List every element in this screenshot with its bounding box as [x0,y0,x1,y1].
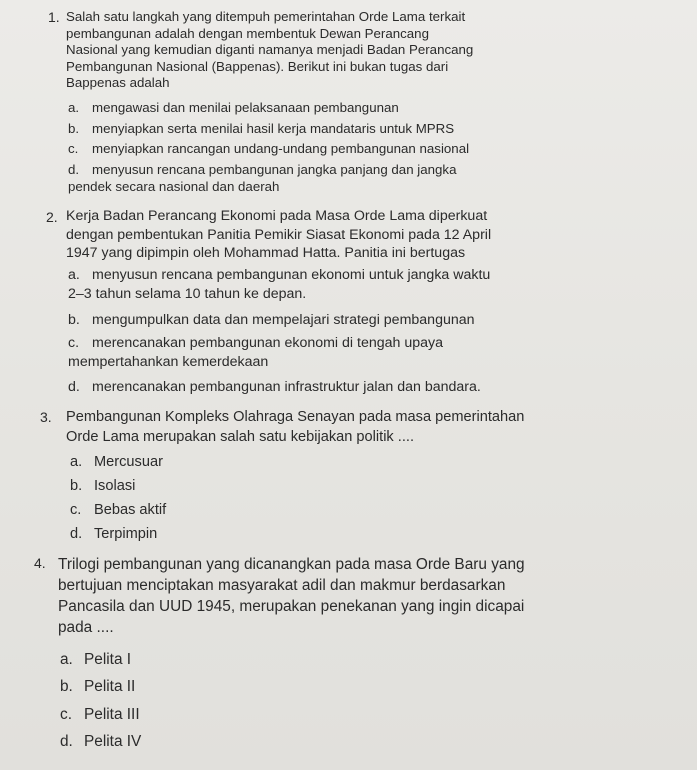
option-d [68,378,481,397]
option-text: Terpimpin [94,526,158,542]
option-letter: a. [68,100,80,115]
option-text: menyusun rencana pembangunan jangka panjang dan jangka pendek secara nasional dan daerah [68,162,457,194]
option-b [60,676,135,697]
option-text: Pelita I [84,651,132,668]
option-text: Pelita II [84,678,136,695]
option-text: Pelita IV [84,733,142,750]
option-a [68,100,399,117]
option-c [68,334,668,371]
option-letter: a. [68,267,80,283]
option-letter: c. [70,502,82,518]
option-b [68,121,454,138]
option-b [70,476,135,496]
question-stem: Trilogi pembangunan yang dicanangkan pada masa Orde Baru yang bertujuan menciptakan masyarakat adil dan makmur berdasarkan Pancasila dan UUD 1945, merupakan penekanan yang ingin dicapai pada .... [58,556,525,636]
option-text: merencanakan pembangunan infrastruktur jalan dan bandara. [92,379,481,395]
option-letter: c. [60,706,72,723]
option-c [60,704,140,725]
option-letter: d. [68,162,80,177]
question-number: 1. [48,9,60,25]
option-d [70,524,157,544]
option-a [70,452,163,472]
question-number: 4. [34,555,46,571]
option-text: menyiapkan rancangan undang-undang pembangunan nasional [92,141,470,156]
option-letter: a. [60,651,73,668]
option-c [70,500,166,520]
option-a [60,649,131,670]
option-letter: d. [68,379,80,395]
option-text: menyiapkan serta menilai hasil kerja mandataris untuk MPRS [92,121,455,136]
question-stem: Pembangunan Kompleks Olahraga Senayan pada masa pemerintahan Orde Lama merupakan salah satu kebijakan politik .... [66,409,525,445]
option-letter: c. [68,335,80,351]
option-letter: b. [68,121,80,136]
option-letter: a. [70,454,83,470]
option-c [68,141,469,158]
option-text: Pelita III [84,706,140,723]
option-text: Bebas aktif [94,502,167,518]
option-letter: c. [68,141,79,156]
option-letter: b. [70,478,83,494]
option-text: mengawasi dan menilai pelaksanaan pembangunan [92,100,399,115]
option-d [60,731,141,752]
option-b [68,311,475,330]
question-number: 3. [40,409,52,425]
option-letter: b. [60,678,73,695]
option-d [68,162,668,195]
option-text: merencanakan pembangunan ekonomi di tengah upaya mempertahankan kemerdekaan [68,335,444,370]
option-text: Mercusuar [94,454,163,470]
option-text: menyusun rencana pembangunan ekonomi untuk jangka waktu 2–3 tahun selama 10 tahun ke depan. [68,267,491,302]
question-stem: Salah satu langkah yang ditempuh pemerintahan Orde Lama terkait pembangunan adalah dengan membentuk Dewan Perancang Nasional yang kemudian diganti namanya menjadi Badan Perancang Pembangunan Nasional (Bappenas). Berikut ini bukan tugas dari Bappenas adalah [66,9,474,90]
question-number: 2. [46,209,58,225]
option-letter: d. [70,526,83,542]
option-text: mengumpulkan data dan mempelajari strategi pembangunan [92,312,475,328]
option-letter: b. [68,312,80,328]
option-text: Isolasi [94,478,136,494]
question-stem: Kerja Badan Perancang Ekonomi pada Masa Orde Lama diperkuat dengan pembentukan Panitia Pemikir Siasat Ekonomi pada 12 April 1947 yang dipimpin oleh Mohammad Hatta. Panitia ini bertugas [66,208,492,262]
option-letter: d. [60,733,73,750]
option-a [68,266,668,303]
